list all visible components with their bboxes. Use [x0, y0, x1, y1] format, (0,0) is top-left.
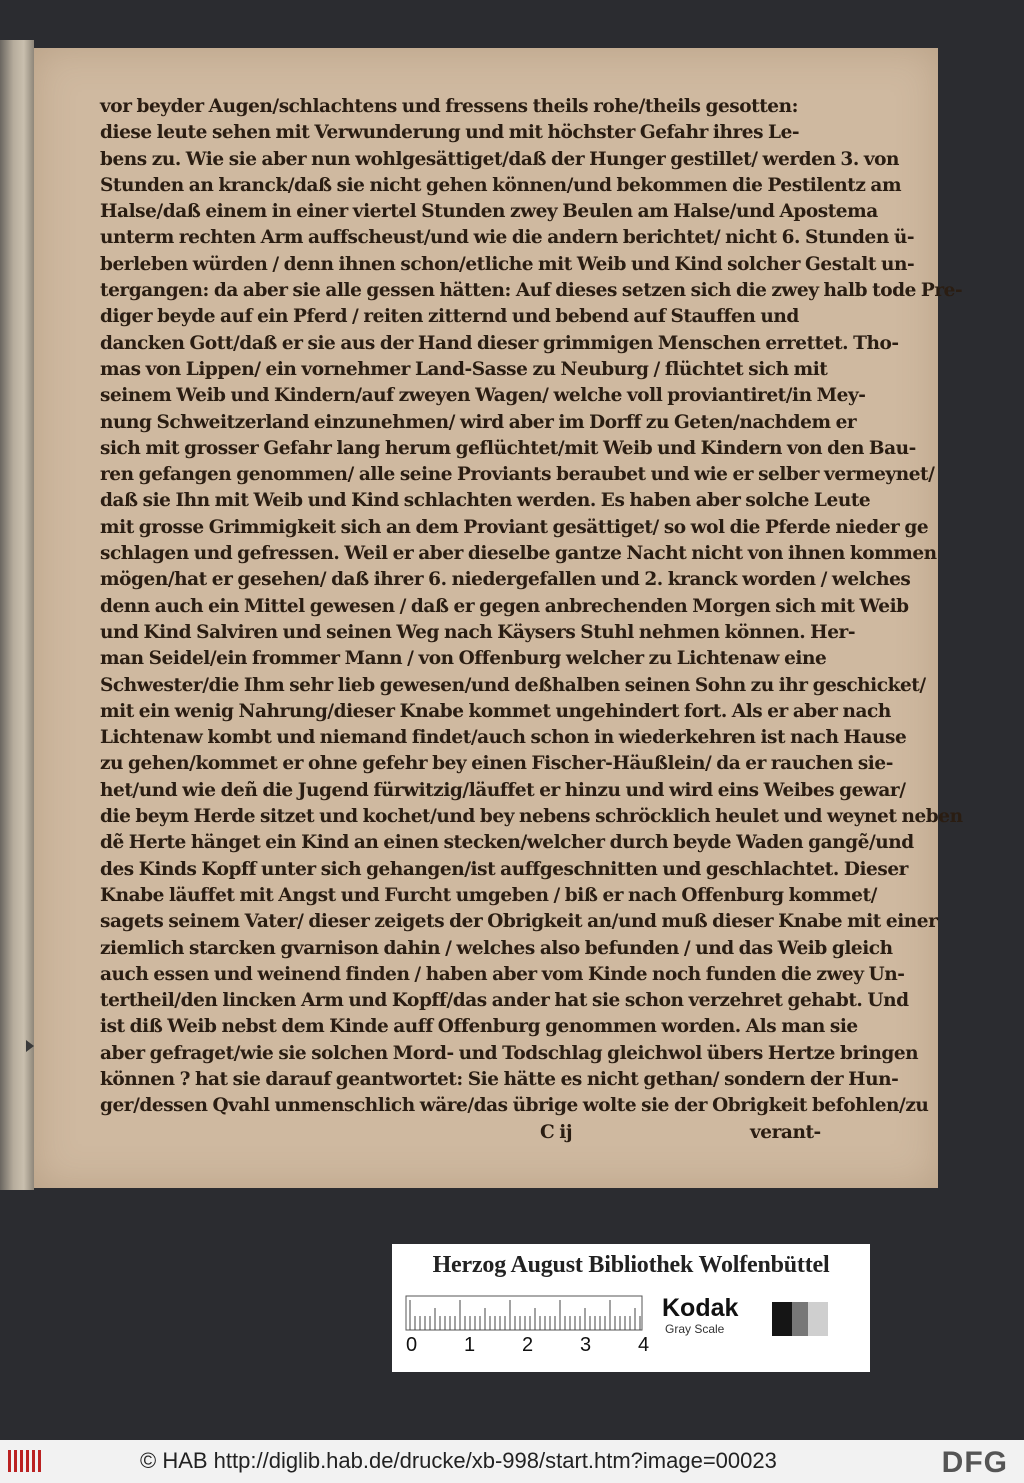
text-line: dẽ Herte hänget ein Kind an einen stecken/welcher durch beyde Waden gangẽ/und — [100, 832, 914, 854]
text-line: nung Schweitzerland einzunehmen/ wird aber im Dorff zu Geten/nachdem er — [100, 411, 857, 433]
text-line: mit grosse Grimmigkeit sich an dem Proviant gesättiget/ so wol die Pferde nieder ge — [100, 516, 929, 538]
text-line: sagets seinem Vater/ dieser zeigets der Obrigkeit an/und muß dieser Knabe mit einer — [100, 911, 938, 933]
page-footer-line — [100, 1120, 820, 1146]
text-line: denn auch ein Mittel gewesen / daß er gegen anbrechenden Morgen sich mit Weib — [100, 595, 909, 617]
text-line: seinem Weib und Kindern/auf zweyen Wagen/ welche voll proviantiret/in Mey- — [100, 385, 866, 407]
text-line: Halse/daß einem in einer viertel Stunden zwey Beulen am Halse/und Apostema — [100, 201, 878, 223]
adjacent-page-edge — [0, 40, 34, 1190]
text-line: Schwester/die Ihm sehr lieb gewesen/und deßhalben seinen Sohn zu ihr geschicket/ — [100, 674, 926, 696]
catchword: verant- — [750, 1121, 821, 1143]
ruler-number: 4 — [638, 1334, 650, 1356]
text-line: schlagen und gefressen. Weil er aber dieselbe gantze Nacht nicht von ihnen kommen — [100, 543, 937, 565]
ruler-scale — [406, 1296, 642, 1330]
text-line: daß sie Ihn mit Weib und Kind schlachten werden. Es haben aber solche Leute — [100, 490, 871, 512]
text-line: man Seidel/ein frommer Mann / von Offenburg welcher zu Lichtenaw eine — [100, 648, 827, 670]
text-line: können ? hat sie darauf geantwortet: Sie hätte es nicht gethan/ sondern der Hun- — [100, 1068, 899, 1090]
page-marker-arrow — [26, 1040, 34, 1052]
library-name: Herzog August Bibliothek Wolfenbüttel — [432, 1252, 830, 1278]
text-line: tertheil/den lincken Arm und Kopff/das ander hat sie schon verzehret gehabt. Und — [100, 990, 909, 1012]
text-line: auch essen und weinend finden / haben aber vom Kinde noch funden die zwey Un- — [100, 963, 905, 985]
text-line: mit ein wenig Nahrung/dieser Knabe kommet ungehindert fort. Als er aber nach — [100, 700, 891, 722]
text-line: berleben würden / denn ihnen schon/etliche mit Weib und Kind solcher Gestalt un- — [100, 253, 915, 275]
ruler-number: 1 — [464, 1334, 476, 1356]
swatch-dark — [792, 1302, 808, 1336]
ruler-number: 3 — [580, 1334, 592, 1356]
text-line: vor beyder Augen/schlachtens und fressens theils rohe/theils gesotten: — [100, 96, 799, 117]
text-line: Knabe läuffet mit Angst und Furcht umgeben / biß er nach Offenburg kommet/ — [100, 884, 877, 906]
text-line: Lichtenaw kombt und niemand findet/auch schon in wiederkehren ist nach Hause — [100, 727, 907, 749]
text-line: dancken Gott/daß er sie aus der Hand dieser grimmigen Menschen errettet. Tho- — [100, 332, 899, 354]
text-line: Stunden an kranck/daß sie nicht gehen können/und bekommen die Pestilentz am — [100, 174, 902, 196]
swatch-light — [808, 1302, 828, 1336]
hab-logo-icon — [6, 1446, 46, 1476]
signature-mark: C ij — [540, 1121, 573, 1143]
text-line: diese leute sehen mit Verwunderung und mit höchster Gefahr ihres Le- — [100, 122, 800, 144]
text-line: die beym Herde sitzet und kochet/und bey nebens schröcklich heulet und weynet neben — [100, 806, 963, 828]
text-line: diger beyde auf ein Pferd / reiten zitternd und bebend auf Stauffen und — [100, 306, 799, 328]
text-line: unterm rechten Arm auffscheust/und wie die andern berichtet/ nicht 6. Stunden ü- — [100, 227, 915, 249]
copyright-link[interactable]: © HAB http://diglib.hab.de/drucke/xb-998/start.htm?image=00023 — [140, 1448, 777, 1473]
text-line: ger/dessen Qvahl unmenschlich wäre/das übrige wolte sie der Obrigkeit befohlen/zu — [100, 1095, 929, 1117]
text-line: mögen/hat er gesehen/ daß ihrer 6. niedergefallen und 2. kranck worden / welches — [100, 569, 911, 591]
ruler-number: 2 — [522, 1334, 534, 1356]
text-line: und Kind Salviren und seinen Weg nach Käysers Stuhl nehmen können. Her- — [100, 621, 856, 643]
library-label-card — [392, 1244, 870, 1372]
footer-bar — [0, 1440, 1024, 1483]
text-line: tergangen: da aber sie alle gessen hätten: Auf dieses setzen sich die zwey halb tode Pre- — [100, 280, 963, 302]
gray-scale-caption: Gray Scale — [665, 1322, 725, 1336]
text-line: des Kinds Kopff unter sich gehangen/ist auffgeschnitten und geschlachtet. Dieser — [100, 858, 908, 880]
text-line: het/und wie deñ die Jugend fürwitzig/läuffet er hinzu und wird eins Weibes gewar/ — [100, 779, 906, 801]
book-page — [34, 48, 963, 1188]
text-line: zu gehen/kommet er ohne gefehr bey einen Fischer-Häußlein/ da er rauchen sie- — [100, 753, 893, 775]
text-line: sich mit grosser Gefahr lang herum geflüchtet/mit Weib und Kindern von den Bau- — [100, 437, 916, 459]
text-line: ren gefangen genommen/ alle seine Proviants beraubet und wie er selber vermeynet/ — [100, 464, 935, 486]
page-text — [100, 94, 963, 1146]
text-line: bens zu. Wie sie aber nun wohlgesättiget/daß der Hunger gestillet/ werden 3. von — [100, 148, 900, 170]
dfg-logo: DFG — [941, 1446, 1008, 1479]
text-line: aber gefraget/wie sie solchen Mord- und Todschlag gleichwol übers Hertze bringen — [100, 1042, 919, 1064]
text-line: ziemlich starcken gvarnison dahin / welches also befunden / und das Weib gleich — [100, 937, 893, 959]
swatch-black — [772, 1302, 792, 1336]
ruler-number: 0 — [406, 1334, 418, 1356]
kodak-brand: Kodak — [662, 1294, 739, 1322]
text-line: ist diß Weib nebst dem Kinde auff Offenburg genommen worden. Als man sie — [100, 1016, 858, 1038]
ruler-numbers — [406, 1334, 656, 1358]
text-line: mas von Lippen/ ein vornehmer Land-Sasse zu Neuburg / flüchtet sich mit — [100, 358, 828, 380]
